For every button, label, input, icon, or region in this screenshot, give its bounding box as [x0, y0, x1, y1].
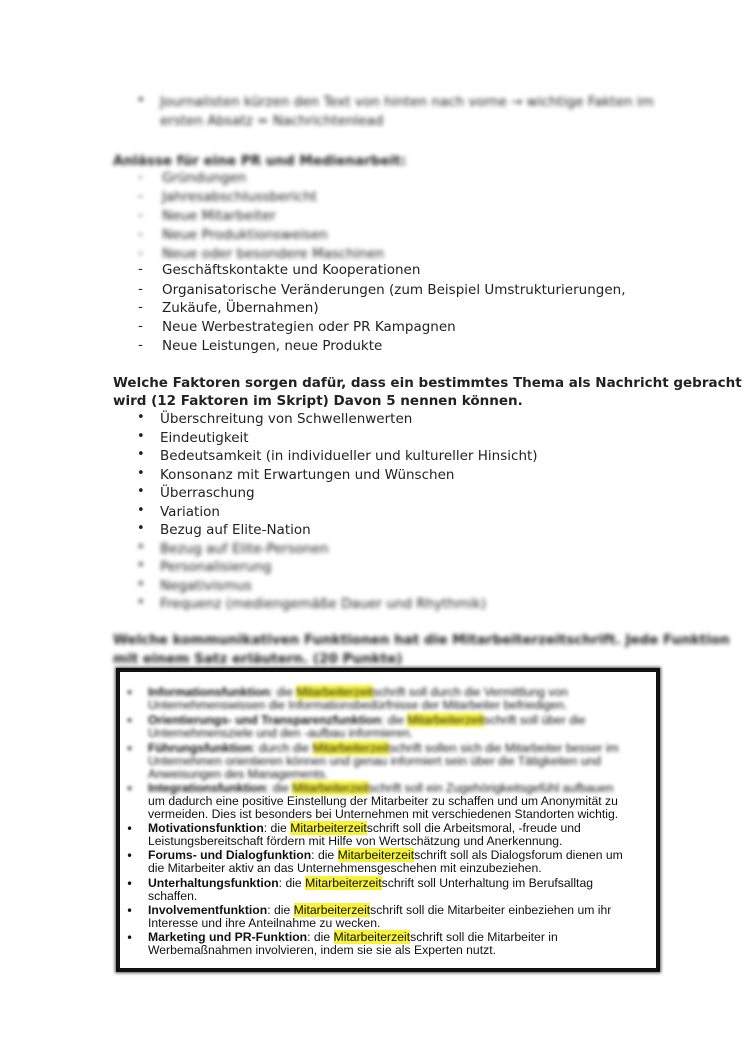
dash-marker: - — [138, 261, 143, 277]
highlight: Mitarbeiterzeit — [312, 741, 390, 755]
highlight: Mitarbeiterzeit — [296, 685, 373, 699]
section2-item: Variation — [160, 504, 220, 520]
section1-heading: Anlässe für eine PR und Medienarbeit: — [113, 153, 407, 169]
text-segment: schaffen. — [148, 889, 198, 903]
dash-marker: - — [138, 281, 143, 297]
function-name: Integrationsfunktion — [148, 781, 266, 795]
text-segment: schrift soll ein Zugehörigkeitsgefühl aufbauen — [368, 781, 614, 795]
text-segment: : durch die — [252, 741, 313, 755]
section2-heading-line-1: Welche Faktoren sorgen dafür, dass ein bestimmtes Thema als Nachricht gebracht — [113, 375, 742, 391]
bullet-icon: • — [126, 822, 134, 836]
text-segment: : die — [269, 685, 297, 699]
bullet-icon: • — [126, 714, 134, 728]
section3-heading-line-1: Welche kommunikativen Funktionen hat die Mitarbeiterzeitschrift. Jede Funktion — [113, 632, 730, 648]
bullet-icon: • — [126, 877, 134, 891]
section1-blurred-item: Neue oder besondere Maschinen — [162, 246, 385, 262]
text-segment: schrift soll durch die Vermittlung von — [372, 685, 568, 699]
text-segment: : die — [278, 876, 306, 890]
top-bullet-line-2: ersten Absatz = Nachrichtenlead — [160, 113, 384, 129]
dash-marker: - — [138, 318, 143, 334]
screenshot-item-involvement — [148, 904, 648, 930]
dash-marker: - — [138, 337, 143, 353]
section2-item: Eindeutigkeit — [160, 430, 249, 446]
top-bullet-line-1: Journalisten kürzen den Text von hinten nach vorne → wichtige Fakten im — [160, 94, 654, 110]
function-name: Forums- und Dialogfunktion — [148, 848, 312, 862]
bullet-icon: • — [126, 782, 134, 796]
section2-blurred-item: Personalisierung — [160, 559, 272, 575]
section3-heading-line-2: mit einem Satz erläutern. (20 Punkte) — [113, 651, 403, 667]
embedded-screenshot — [116, 668, 660, 972]
bullet-icon: • — [137, 447, 145, 462]
bullet-icon: • — [137, 503, 145, 518]
text-segment: : die — [267, 903, 294, 917]
bullet-icon: • — [126, 686, 134, 700]
screenshot-blurred-item — [148, 742, 648, 781]
screenshot-item-marketing — [148, 931, 648, 957]
section2-item: Bedeutsamkeit (in individueller und kultureller Hinsicht) — [160, 448, 538, 464]
bullet-icon: • — [137, 540, 145, 555]
text-segment: Leistungsbereitschaft fördern mit Hilfe von Wertschätzung und Anerkennung. — [148, 834, 563, 848]
text-segment: : die — [265, 781, 293, 795]
section1-blurred-item: Neue Produktionsweisen — [162, 227, 328, 243]
section1-blurred-item: Gründungen — [162, 170, 247, 186]
section1-item: Organisatorische Veränderungen (zum Beispiel Umstrukturierungen, — [162, 282, 626, 298]
text-segment: Werbemaßnahmen involvieren, indem sie sie als Experten nutzt. — [148, 943, 496, 957]
bullet-icon: • — [137, 93, 145, 108]
function-name: Unterhaltungsfunktion — [148, 876, 279, 890]
text-segment: Unternehmen orientieren können und genau informiert sein über die Tätigkeiten und — [148, 754, 602, 768]
text-segment: schrift soll über die — [483, 713, 586, 727]
function-name: Marketing und PR-Funktion — [148, 930, 308, 944]
section2-blurred-item: Negativismus — [160, 578, 252, 594]
bullet-icon: • — [137, 466, 145, 481]
highlight: Mitarbeiterzeit — [292, 781, 369, 795]
function-name: Motivationsfunktion — [148, 821, 264, 835]
section1-blurred-item: Neue Mitarbeiter — [162, 208, 276, 224]
text-segment: : die — [307, 930, 334, 944]
section2-heading-line-2: wird (12 Faktoren im Skript) Davon 5 nennen können. — [113, 393, 523, 409]
highlight: Mitarbeiterzeit — [305, 876, 382, 890]
section2-blurred-item: Bezug auf Elite-Personen — [160, 541, 329, 557]
section1-item: Geschäftskontakte und Kooperationen — [162, 262, 421, 278]
section2-blurred-item: Frequenz (mediengemäße Dauer und Rhythmik) — [160, 596, 487, 612]
bullet-icon: • — [137, 484, 145, 499]
dash-marker: - — [138, 245, 143, 261]
text-segment: schrift soll die Mitarbeiter einbeziehen um ihr — [370, 903, 612, 917]
dash-marker: - — [138, 299, 143, 315]
dash-marker: - — [138, 226, 143, 242]
highlight: Mitarbeiterzeit — [333, 930, 411, 944]
section2-item: Bezug auf Elite-Nation — [160, 522, 311, 538]
text-segment: schrift soll die Mitarbeiter in — [410, 930, 558, 944]
highlight: Mitarbeiterzeit — [407, 713, 484, 727]
function-name: Führungsfunktion — [148, 741, 253, 755]
screenshot-cut-line — [148, 795, 648, 821]
text-segment: schrift soll als Dialogsforum dienen um — [414, 848, 623, 862]
dash-marker: - — [138, 207, 143, 223]
highlight: Mitarbeiterzeit — [337, 848, 415, 862]
text-segment: schrift soll die Arbeitsmoral, -freude und — [366, 821, 581, 835]
dash-marker: - — [138, 188, 143, 204]
section1-item: Zukäufe, Übernahmen) — [162, 300, 319, 316]
screenshot-item-forum — [148, 849, 648, 875]
text-segment: schrift sollen sich die Mitarbeiter besser im — [389, 741, 619, 755]
text-segment: Unternehmenswissen die Informationsbedürfnisse der Mitarbeiter befriedigen. — [148, 698, 568, 712]
bullet-icon: • — [137, 558, 145, 573]
highlight: Mitarbeiterzeit — [293, 903, 371, 917]
text-segment: Interesse und ihre Anteilnahme zu wecken. — [148, 916, 381, 930]
bullet-icon: • — [137, 577, 145, 592]
bullet-icon: • — [137, 410, 145, 425]
screenshot-blurred-item — [148, 714, 648, 740]
text-segment: die Mitarbeiter aktiv an das Unternehmensgeschehen mit einzubeziehen. — [148, 861, 542, 875]
section2-item: Überraschung — [160, 485, 255, 501]
text-segment: um dadurch eine positive Einstellung der Mitarbeiter zu schaffen und um Anonymität zu — [148, 794, 618, 808]
bullet-icon: • — [126, 904, 134, 918]
section2-item: Konsonanz mit Erwartungen und Wünschen — [160, 467, 455, 483]
bullet-icon: • — [137, 595, 145, 610]
highlight: Mitarbeiterzeit — [290, 821, 367, 835]
screenshot-blurred-item — [148, 686, 648, 712]
bullet-icon: • — [126, 931, 134, 945]
section2-item: Überschreitung von Schwellenwerten — [160, 411, 413, 427]
text-segment: : die — [263, 821, 291, 835]
screenshot-item-motivation — [148, 822, 648, 848]
text-segment: Anweisungen des Managements. — [148, 767, 329, 781]
function-name: Orientierungs- und Transparenzfunktion — [148, 713, 381, 727]
bullet-icon: • — [126, 849, 134, 863]
text-segment: vermeiden. Dies ist besonders bei Unternehmen mit verschiedenen Standorten wichtig. — [148, 807, 619, 821]
text-segment: schrift soll Unterhaltung im Berufsalltag — [381, 876, 593, 890]
section1-item: Neue Werbestrategien oder PR Kampagnen — [162, 319, 456, 335]
function-name: Informationsfunktion — [148, 685, 270, 699]
section1-item: Neue Leistungen, neue Produkte — [162, 338, 383, 354]
text-segment: Unternehmensziele und den -aufbau informieren. — [148, 726, 413, 740]
bullet-icon: • — [126, 742, 134, 756]
bullet-icon: • — [137, 521, 145, 536]
text-segment: : die — [311, 848, 338, 862]
dash-marker: - — [138, 169, 143, 185]
section1-blurred-item: Jahresabschlussbericht — [162, 189, 318, 205]
text-segment: : die — [380, 713, 408, 727]
function-name: Involvementfunktion — [148, 903, 268, 917]
bullet-icon: • — [137, 429, 145, 444]
screenshot-item-entertainment — [148, 877, 648, 903]
